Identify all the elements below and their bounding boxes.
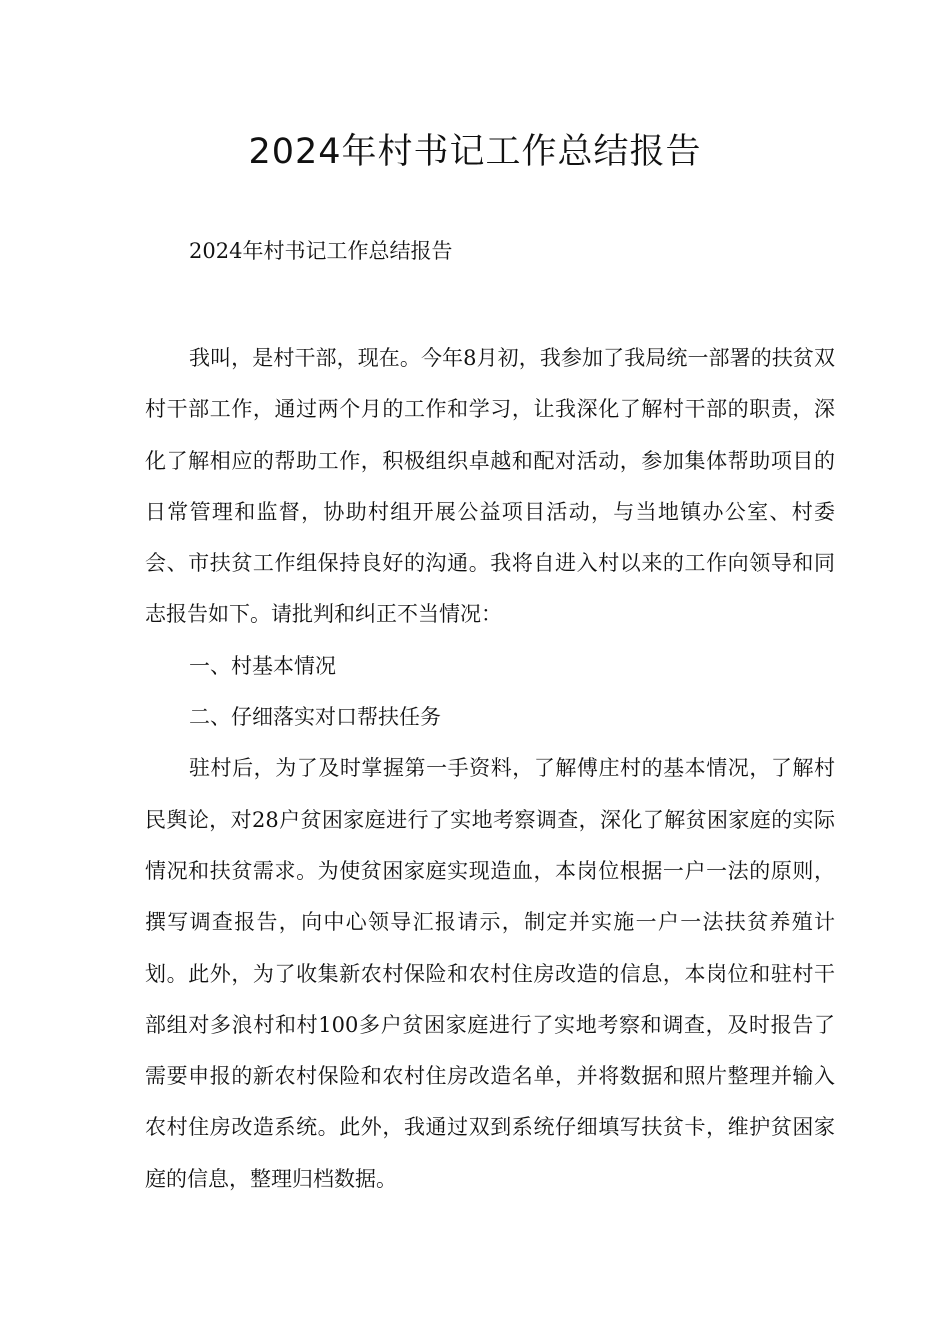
- document-body: [145, 333, 835, 1205]
- document-subtitle: 2024年村书记工作总结报告: [189, 239, 453, 263]
- paragraph-intro: 我叫，是村干部，现在。今年8月初，我参加了我局统一部署的扶贫双村干部工作，通过两个月的工作和学习，让我深化了解村干部的职责，深化了解相应的帮助工作，积极组织卓越和配对活动，参加集体帮助项目的日常管理和监督，协助村组开展公益项目活动，与当地镇办公室、村委会、市扶贫工作组保持良好的沟通。我将自进入村以来的工作向领导和同志报告如下。请批判和纠正不当情况：: [145, 346, 835, 627]
- document-title: 2024年村书记工作总结报告: [248, 132, 702, 172]
- paragraph-work-details: 驻村后，为了及时掌握第一手资料，了解傅庄村的基本情况，了解村民舆论，对28户贫困家庭进行了实地考察调查，深化了解贫困家庭的实际情况和扶贫需求。为使贫困家庭实现造血，本岗位根据一户一法的原则，撰写调查报告，向中心领导汇报请示，制定并实施一户一法扶贫养殖计划。此外，为了收集新农村保险和农村住房改造的信息，本岗位和驻村干部组对多浪村和村100多户贫困家庭进行了实地考察和调查，及时报告了需要申报的新农村保险和农村住房改造名单，并将数据和照片整理并输入农村住房改造系统。此外，我通过双到系统仔细填写扶贫卡，维护贫困家庭的信息，整理归档数据。: [145, 756, 835, 1191]
- section-heading-1: 一、村基本情况: [189, 653, 336, 678]
- section-heading-2: 二、仔细落实对口帮扶任务: [189, 705, 441, 730]
